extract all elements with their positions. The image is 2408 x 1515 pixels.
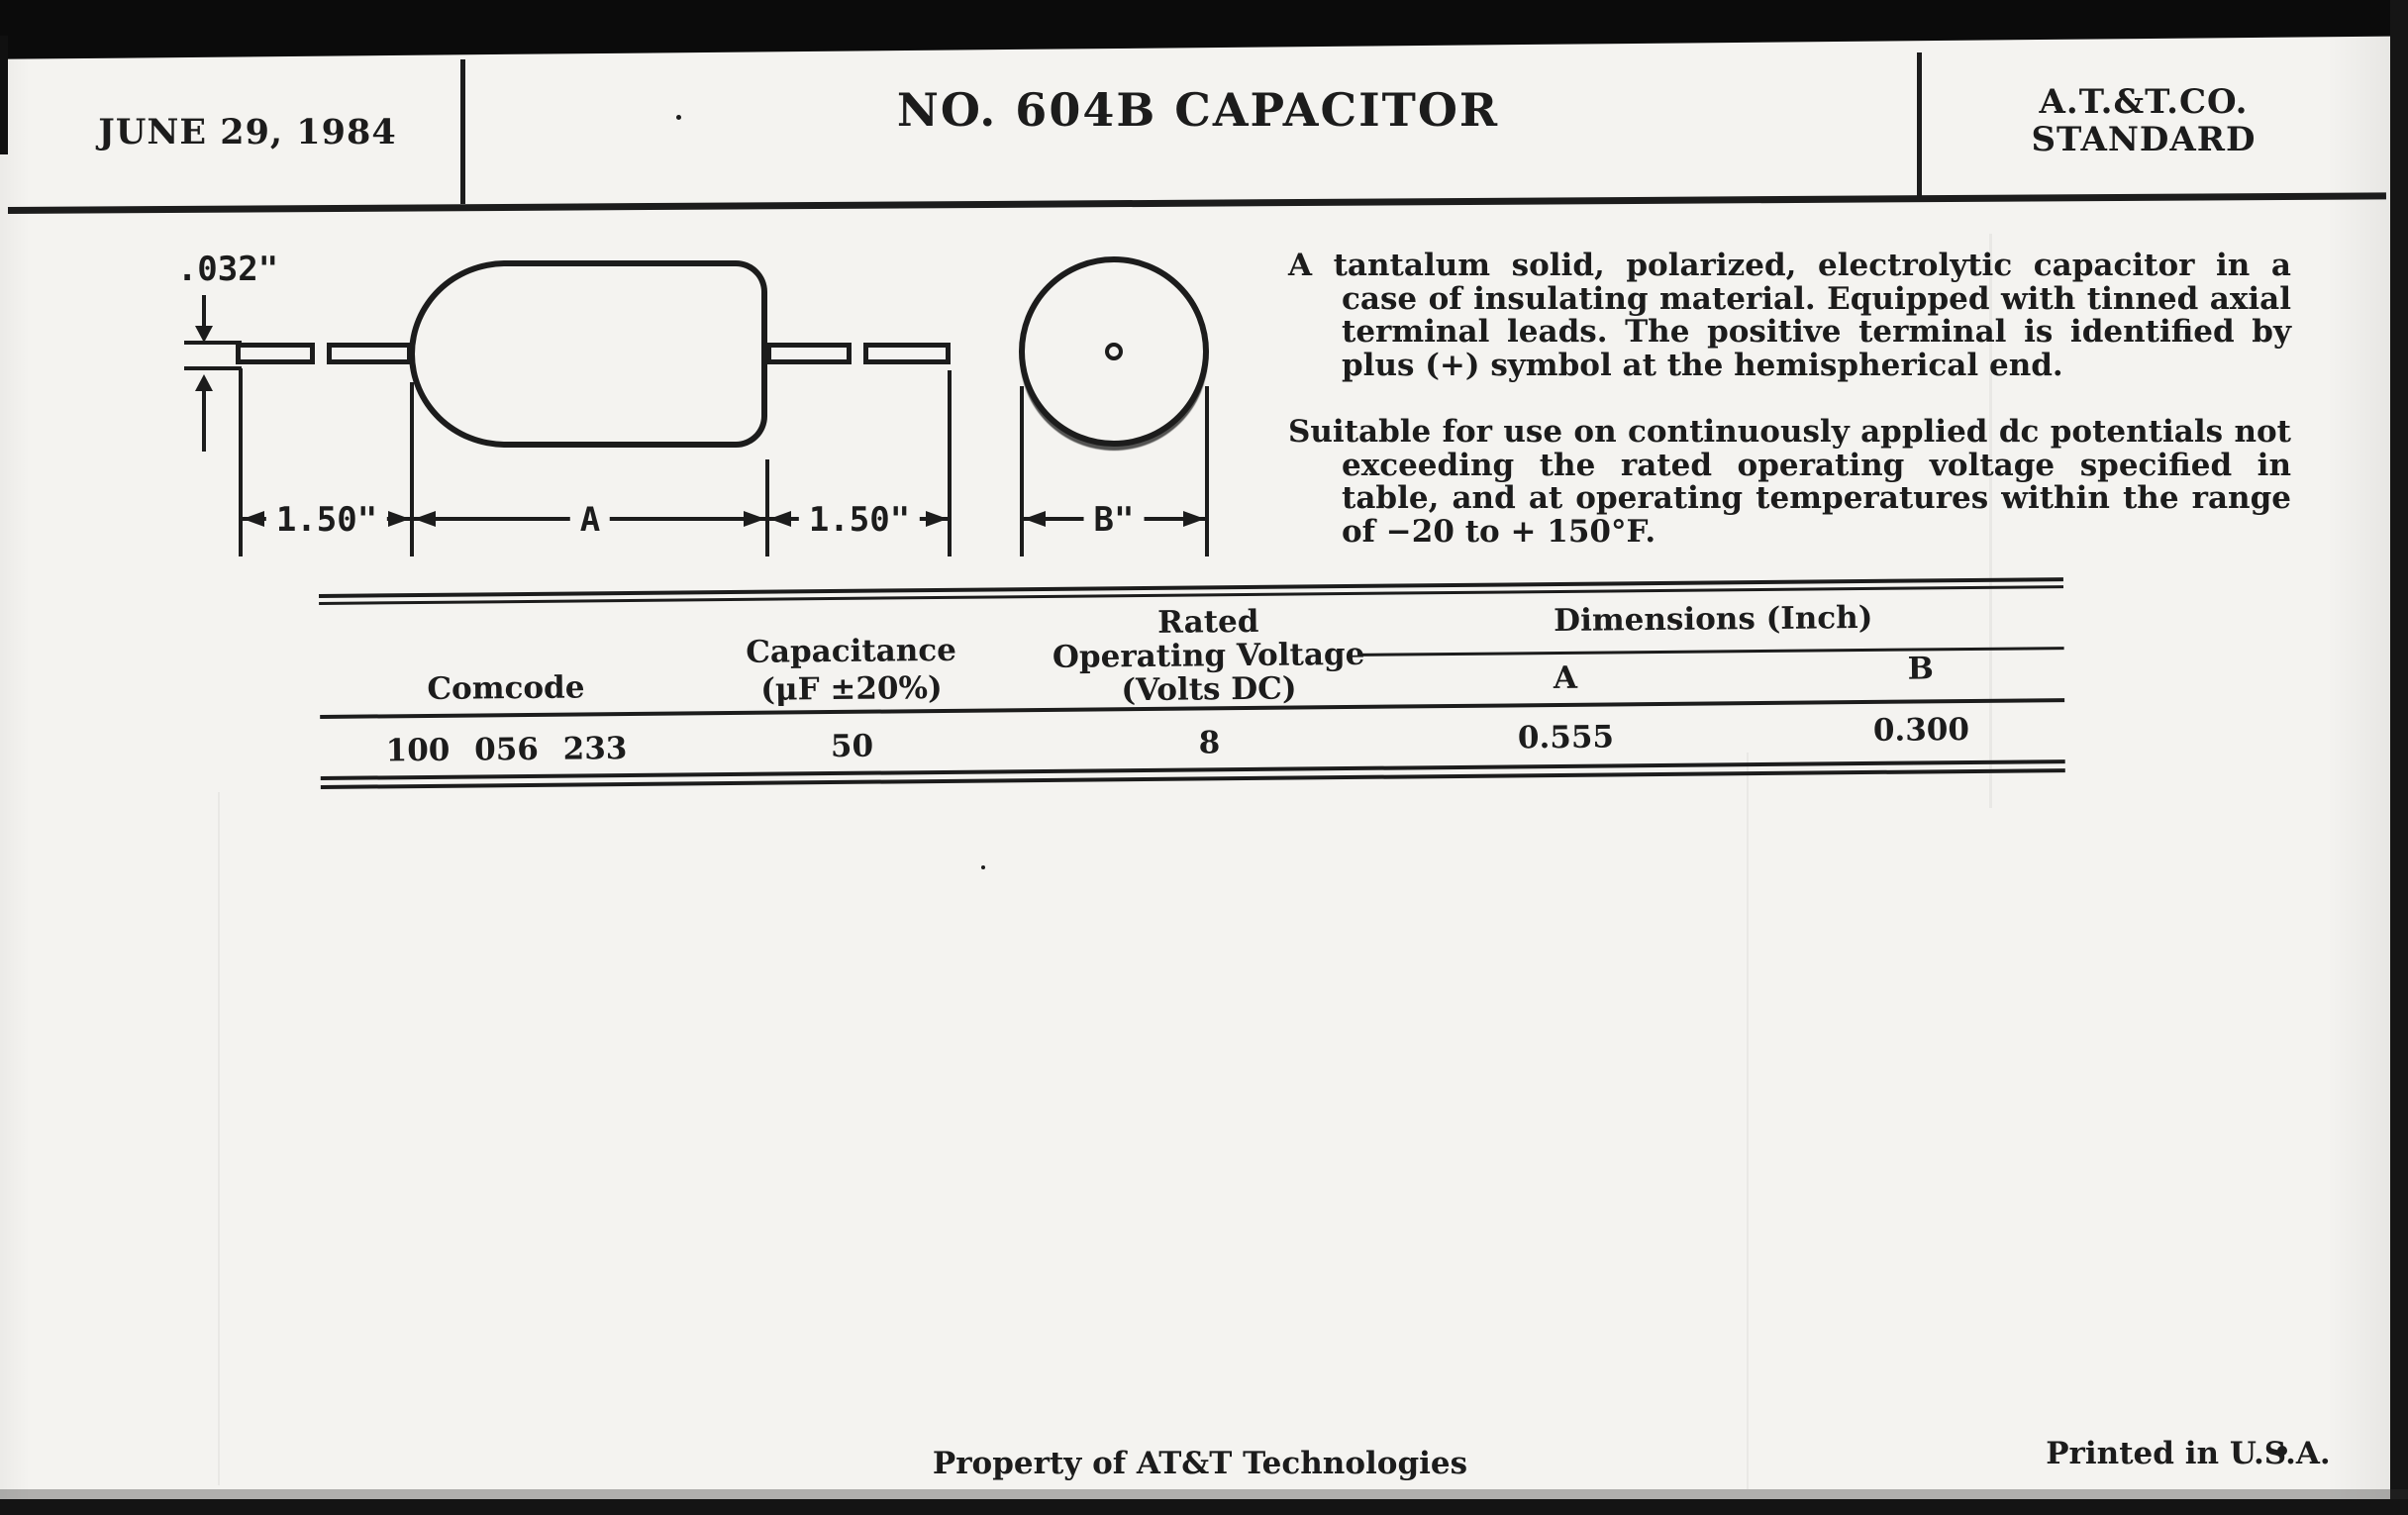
capacitor-end-view-terminal [1105, 343, 1123, 360]
scan-streak [218, 792, 220, 1485]
extension-line [765, 459, 769, 556]
scan-edge-bottom-fade [0, 1489, 2408, 1499]
arrowhead-left-icon [769, 511, 791, 527]
description-paragraph-1 [1288, 250, 2291, 382]
capacitor-body-side-view [409, 260, 767, 448]
header-divider-left [460, 59, 465, 204]
cell-dim-a: 0.555 [1517, 719, 1615, 757]
arrowhead-right-icon [744, 511, 765, 527]
paragraph-line: A tantalum solid, polarized, electrolytic capacitor in a [1288, 248, 2291, 283]
extension-line [1205, 386, 1209, 556]
extension-line [410, 382, 414, 556]
dimension-tick [184, 366, 242, 370]
arrowhead-right-icon [926, 511, 948, 527]
capacitor-lead-left-outer [236, 343, 315, 364]
arrowhead-left-icon [243, 511, 264, 527]
right-lead-length-label: 1.50" [799, 500, 920, 540]
ink-speck [981, 865, 985, 869]
column-group-dimensions: Dimensions (Inch) [1554, 599, 1873, 640]
left-lead-length-label: 1.50" [266, 500, 387, 540]
column-header-voltage-2: Operating Voltage [1052, 636, 1365, 675]
dimension-tick [184, 341, 242, 345]
column-header-capacitance-unit: (μF ±20%) [760, 669, 943, 708]
org-standard-label [1990, 83, 2297, 158]
scan-streak [1747, 753, 1749, 1489]
org-name: A.T.&T.CO. [2039, 82, 2249, 122]
org-standard: STANDARD [2031, 120, 2257, 159]
column-header-voltage-1: Rated [1157, 603, 1259, 641]
paragraph-line: terminal leads. The positive terminal is identified by [1342, 314, 2291, 351]
scan-edge-right [2390, 0, 2408, 1515]
arrowhead-left-icon [414, 511, 436, 527]
dimension-arrow-line [202, 390, 206, 452]
paragraph-line: table, and at operating temperatures within the range [1342, 480, 2291, 517]
capacitor-lead-right-outer [863, 343, 951, 364]
column-header-comcode: Comcode [427, 669, 585, 707]
body-length-label: A [570, 500, 610, 540]
ratings-table [319, 577, 2065, 797]
end-diameter-label: B" [1084, 500, 1145, 540]
cell-voltage: 8 [1198, 725, 1221, 761]
arrowhead-up-icon [195, 374, 213, 391]
paragraph-line: case of insulating material. Equipped with tinned axial [1342, 280, 2291, 317]
arrowhead-right-icon [1183, 511, 1205, 527]
cell-dim-b: 0.300 [1872, 712, 1970, 749]
capacitor-lead-right-inner [766, 343, 852, 364]
column-header-capacitance: Capacitance [746, 632, 957, 670]
document-date: JUNE 29, 1984 [98, 112, 397, 152]
paragraph-line: exceeding the rated operating voltage specified in [1342, 447, 2291, 483]
cell-comcode: 100 056 233 [385, 731, 628, 769]
scan-edge-left [0, 36, 8, 154]
extension-line [948, 370, 952, 556]
footer-property-notice: Property of AT&T Technologies [932, 1446, 1468, 1481]
paragraph-line: Suitable for use on continuously applied dc potentials not [1288, 414, 2291, 450]
dimensions-group-underline [1360, 647, 2064, 656]
cell-capacitance: 50 [830, 728, 874, 765]
column-header-voltage-3: (Volts DC) [1121, 670, 1297, 709]
arrowhead-right-icon [388, 511, 410, 527]
header-divider-right [1917, 52, 1922, 196]
capacitor-lead-left-inner [327, 343, 412, 364]
description-paragraph-2 [1288, 416, 2291, 549]
footer-printed-notice: Printed in U.S.A. [2046, 1436, 2331, 1471]
arrowhead-left-icon [1024, 511, 1046, 527]
lead-thickness-label: .032" [176, 250, 279, 289]
column-header-dim-b: B [1907, 651, 1935, 687]
column-header-dim-a: A [1553, 659, 1578, 697]
extension-line [239, 368, 243, 556]
page-title: NO. 604B CAPACITOR [896, 83, 1500, 137]
ink-speck [676, 115, 681, 120]
scan-edge-bottom [0, 1499, 2408, 1515]
paragraph-line: plus (+) symbol at the hemispherical end. [1342, 347, 2063, 383]
paragraph-line: of −20 to + 150°F. [1342, 513, 1656, 550]
extension-line [1020, 386, 1024, 556]
